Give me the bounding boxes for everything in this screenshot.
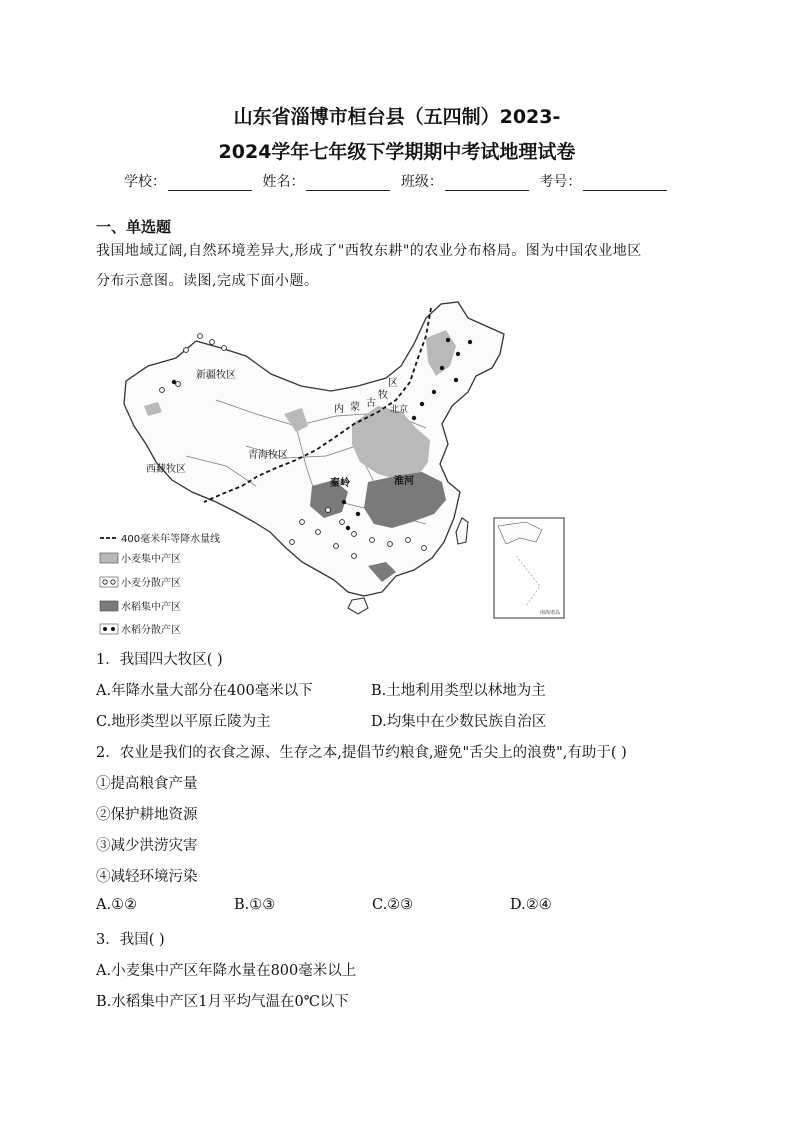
question-2-statement-3: ③减少洪涝灾害 <box>96 838 198 854</box>
question-2-statement-2: ②保护耕地资源 <box>96 807 198 823</box>
legend-rice-concentrated: 水稻集中产区 <box>121 602 181 613</box>
label-inner-mongolia-1: 内 <box>334 404 344 415</box>
legend-rice-scattered: 水稻分散产区 <box>121 625 181 636</box>
student-info-row <box>124 171 673 191</box>
class-blank[interactable] <box>445 176 529 191</box>
label-inner-mongolia-4: 牧 <box>378 390 388 401</box>
school-blank[interactable] <box>168 176 252 191</box>
section-title: 一、单选题 <box>96 218 172 236</box>
exam-no-label: 考号： <box>539 174 582 190</box>
hainan-island <box>348 598 368 614</box>
question-2-option-c[interactable]: C.②③ <box>372 897 414 913</box>
label-inner-mongolia-2: 蒙 <box>350 402 360 413</box>
question-3-option-a[interactable]: A.小麦集中产区年降水量在800毫米以上 <box>96 963 357 979</box>
exam-title-line2: 2024学年七年级下学期期中考试地理试卷 <box>218 141 576 163</box>
label-qinling: 秦岭 <box>330 478 350 489</box>
question-3-option-b[interactable]: B.水稻集中产区1月平均气温在0℃以下 <box>96 994 349 1010</box>
south-china-sea-inset <box>494 518 564 618</box>
question-2-option-a[interactable]: A.①② <box>96 897 138 913</box>
question-1-option-c[interactable]: C.地形类型以平原丘陵为主 <box>96 714 271 730</box>
question-2-statement-1: ①提高粮食产量 <box>96 776 198 792</box>
name-blank[interactable] <box>306 176 390 191</box>
class-label: 班级： <box>400 174 443 190</box>
name-label: 姓名： <box>262 174 305 190</box>
label-inner-mongolia-3: 古 <box>366 398 376 409</box>
question-2-option-d[interactable]: D.②④ <box>510 897 552 913</box>
question-2-option-b[interactable]: B.①③ <box>234 897 276 913</box>
china-agriculture-map <box>96 296 570 640</box>
question-2-statement-4: ④减轻环境污染 <box>96 869 198 885</box>
school-label: 学校： <box>124 174 166 190</box>
legend-isohyet: 400毫米年等降水量线 <box>121 534 221 545</box>
label-xinjiang: 新疆牧区 <box>196 370 236 381</box>
taiwan-island <box>456 518 468 544</box>
question-2-stem: 2．农业是我们的衣食之源、生存之本,提倡节约粮食,避免"舌尖上的浪费",有助于( ) <box>96 745 627 761</box>
label-beijing: 北京 <box>390 405 409 415</box>
label-huaihe: 淮河 <box>394 476 414 487</box>
exam-title-line1: 山东省淄博市桓台县（五四制）2023- <box>233 106 561 128</box>
question-1-option-d[interactable]: D.均集中在少数民族自治区 <box>371 714 547 730</box>
question-1-option-a[interactable]: A.年降水量大部分在400毫米以下 <box>96 683 313 699</box>
map-legend <box>100 532 220 636</box>
label-tibet: 西藏牧区 <box>146 464 186 475</box>
exam-no-blank[interactable] <box>583 176 667 191</box>
intro-text-line2: 分布示意图。读图,完成下面小题。 <box>96 273 319 289</box>
label-inner-mongolia-5: 区 <box>388 378 398 389</box>
question-3-stem: 3．我国( ) <box>96 932 165 948</box>
question-1-option-b[interactable]: B.土地利用类型以林地为主 <box>371 683 546 699</box>
intro-text-line1: 我国地域辽阔,自然环境差异大,形成了"西牧东耕"的农业分布格局。图为中国农业地区 <box>96 243 642 259</box>
question-1-stem: 1．我国四大牧区( ) <box>96 652 223 668</box>
label-qinghai: 青海牧区 <box>248 450 288 461</box>
label-inset: 南海诸岛 <box>540 610 561 616</box>
legend-wheat-scattered: 小麦分散产区 <box>121 578 181 589</box>
legend-wheat-concentrated: 小麦集中产区 <box>121 554 181 565</box>
